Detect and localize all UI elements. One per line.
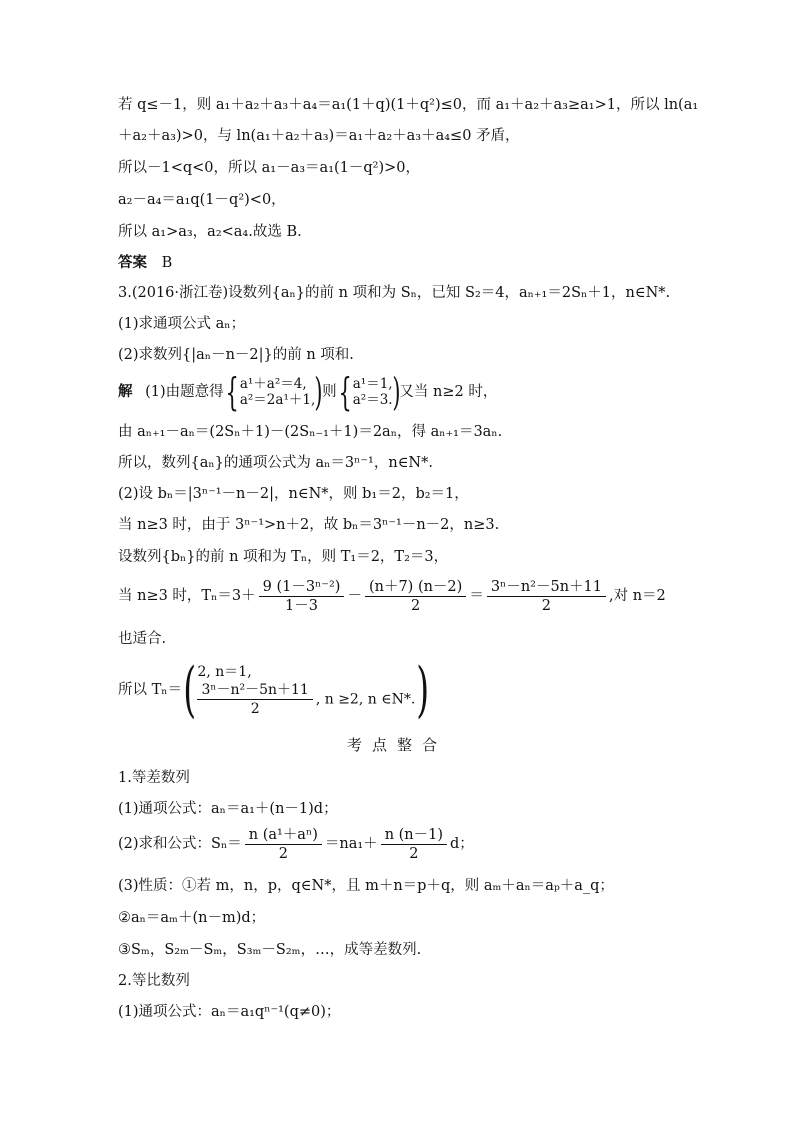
case-row: 2, n＝1, [197,663,252,680]
numerator: n (n－1) [381,826,447,845]
section-title: 考点整合 [346,736,447,754]
solution-text: 则 [322,384,337,400]
right-brace: ) [391,370,401,414]
system-row: a¹＋a²＝4, [239,376,307,392]
denominator: 1－3 [285,597,318,614]
text-line: 也适合. [118,631,167,647]
text-line: ②aₙ＝aₘ＋(n－m)d； [118,910,266,926]
formula-text: , n ≥2, n ∈N*. [315,691,416,707]
piecewise-line [118,655,431,725]
fraction [365,578,466,615]
system-row: a¹＝1, [352,376,393,392]
solution-line [118,372,497,412]
formula-text: (2)求和公式：Sₙ＝ [118,836,242,852]
denominator: 2 [250,700,260,717]
right-brace: ) [314,370,323,414]
denominator: 2 [278,845,288,862]
problem-statement: 3.(2016·浙江卷)设数列{aₙ}的前 n 项和为 Sₙ，已知 S₂＝4，aₙ₊₁＝2Sₙ＋1，n∈N*. [118,285,671,301]
formula-line [118,576,666,616]
numerator: 3ⁿ－n²－5n＋11 [487,578,606,597]
fraction [381,826,447,863]
numerator: 9 (1－3ⁿ⁻²) [259,578,345,597]
formula-text: ＝ [469,588,484,604]
text-line: ＋a₂＋a₃)>0，与 ln(a₁＋a₂＋a₃)＝a₁＋a₂＋a₃＋a₄≤0 矛盾， [118,128,520,144]
denominator: 2 [541,597,552,614]
numerator: 3ⁿ－n²－5n＋11 [197,681,312,700]
fraction [259,578,345,615]
text-line: 若 q≤－1，则 a₁＋a₂＋a₃＋a₄＝a₁(1＋q)(1＋q²)≤0，而 a₁＋a₂＋a₃≥a₁>1，所以 ln(a₁ [118,97,699,113]
text-line: (1)通项公式：aₙ＝a₁＋(n－1)d； [118,801,338,817]
formula-text: ,对 n＝2 [609,588,666,604]
text-line: 所以，数列{aₙ}的通项公式为 aₙ＝3ⁿ⁻¹，n∈N*. [118,455,433,471]
denominator: 2 [409,845,419,862]
numerator: n (a¹＋aⁿ) [245,826,322,845]
formula-line [118,824,474,864]
answer-value: B [161,255,173,271]
text-line: 由 aₙ₊₁－aₙ＝(2Sₙ＋1)－(2Sₙ₋₁＋1)＝2aₙ，得 aₙ₊₁＝3aₙ. [118,424,503,440]
case-row [197,681,415,718]
fraction [245,826,322,863]
fraction [487,578,606,615]
text-line: ③Sₘ，S₂ₘ－Sₘ，S₃ₘ－S₂ₘ，…，成等差数列. [118,942,422,958]
solution-text: 又当 n≥2 时， [399,384,498,400]
answer-line [118,252,172,274]
solution-text: (1)由题意得 [145,384,224,400]
right-brace: ) [416,655,430,725]
numerator: (n＋7) (n－2) [365,578,466,597]
solution-label: 解 [118,383,133,400]
text-line: 当 n≥3 时，由于 3ⁿ⁻¹>n＋2，故 bₙ＝3ⁿ⁻¹－n－2，n≥3. [118,517,500,533]
left-brace: ( [183,655,197,725]
formula-text: － [347,588,362,604]
formula-text: ＝na₁＋ [324,836,378,852]
piecewise-cases [197,663,415,718]
text-line: 设数列{bₙ}的前 n 项和为 Tₙ，则 T₁＝2，T₂＝3， [118,549,449,565]
text-line: a₂－a₄＝a₁q(1－q²)<0， [118,192,286,208]
fraction [197,681,312,718]
left-brace: { [225,370,239,414]
problem-part-1: (1)求通项公式 aₙ； [118,316,246,332]
heading-geometric: 2.等比数列 [118,973,190,989]
system-row: a²＝3. [352,392,393,408]
equation-system [240,376,315,408]
formula-text: 当 n≥3 时，Tₙ＝3＋ [118,588,256,604]
formula-text: 所以 Tₙ＝ [118,682,183,698]
answer-label: 答案 [118,254,147,271]
equation-system [353,376,393,408]
left-brace: { [338,370,352,414]
text-line: 所以 a₁>a₃，a₂<a₄.故选 B. [118,224,302,240]
text-line: (2)设 bₙ＝|3ⁿ⁻¹－n－2|，n∈N*，则 b₁＝2，b₂＝1， [118,486,469,502]
heading-arithmetic: 1.等差数列 [118,770,190,786]
text-line: (3)性质：①若 m，n，p，q∈N*，且 m＋n＝p＋q，则 aₘ＋aₙ＝aₚ＋a_q； [118,878,614,894]
formula-text: d； [450,836,474,852]
problem-part-2: (2)求数列{|aₙ－n－2|}的前 n 项和. [118,347,354,363]
system-row: a²＝2a¹＋1, [239,392,316,408]
denominator: 2 [411,597,421,614]
text-line: 所以－1<q<0，所以 a₁－a₃＝a₁(1－q²)>0， [118,160,421,176]
text-line: (1)通项公式：aₙ＝a₁qⁿ⁻¹(q≠0)； [118,1004,341,1020]
